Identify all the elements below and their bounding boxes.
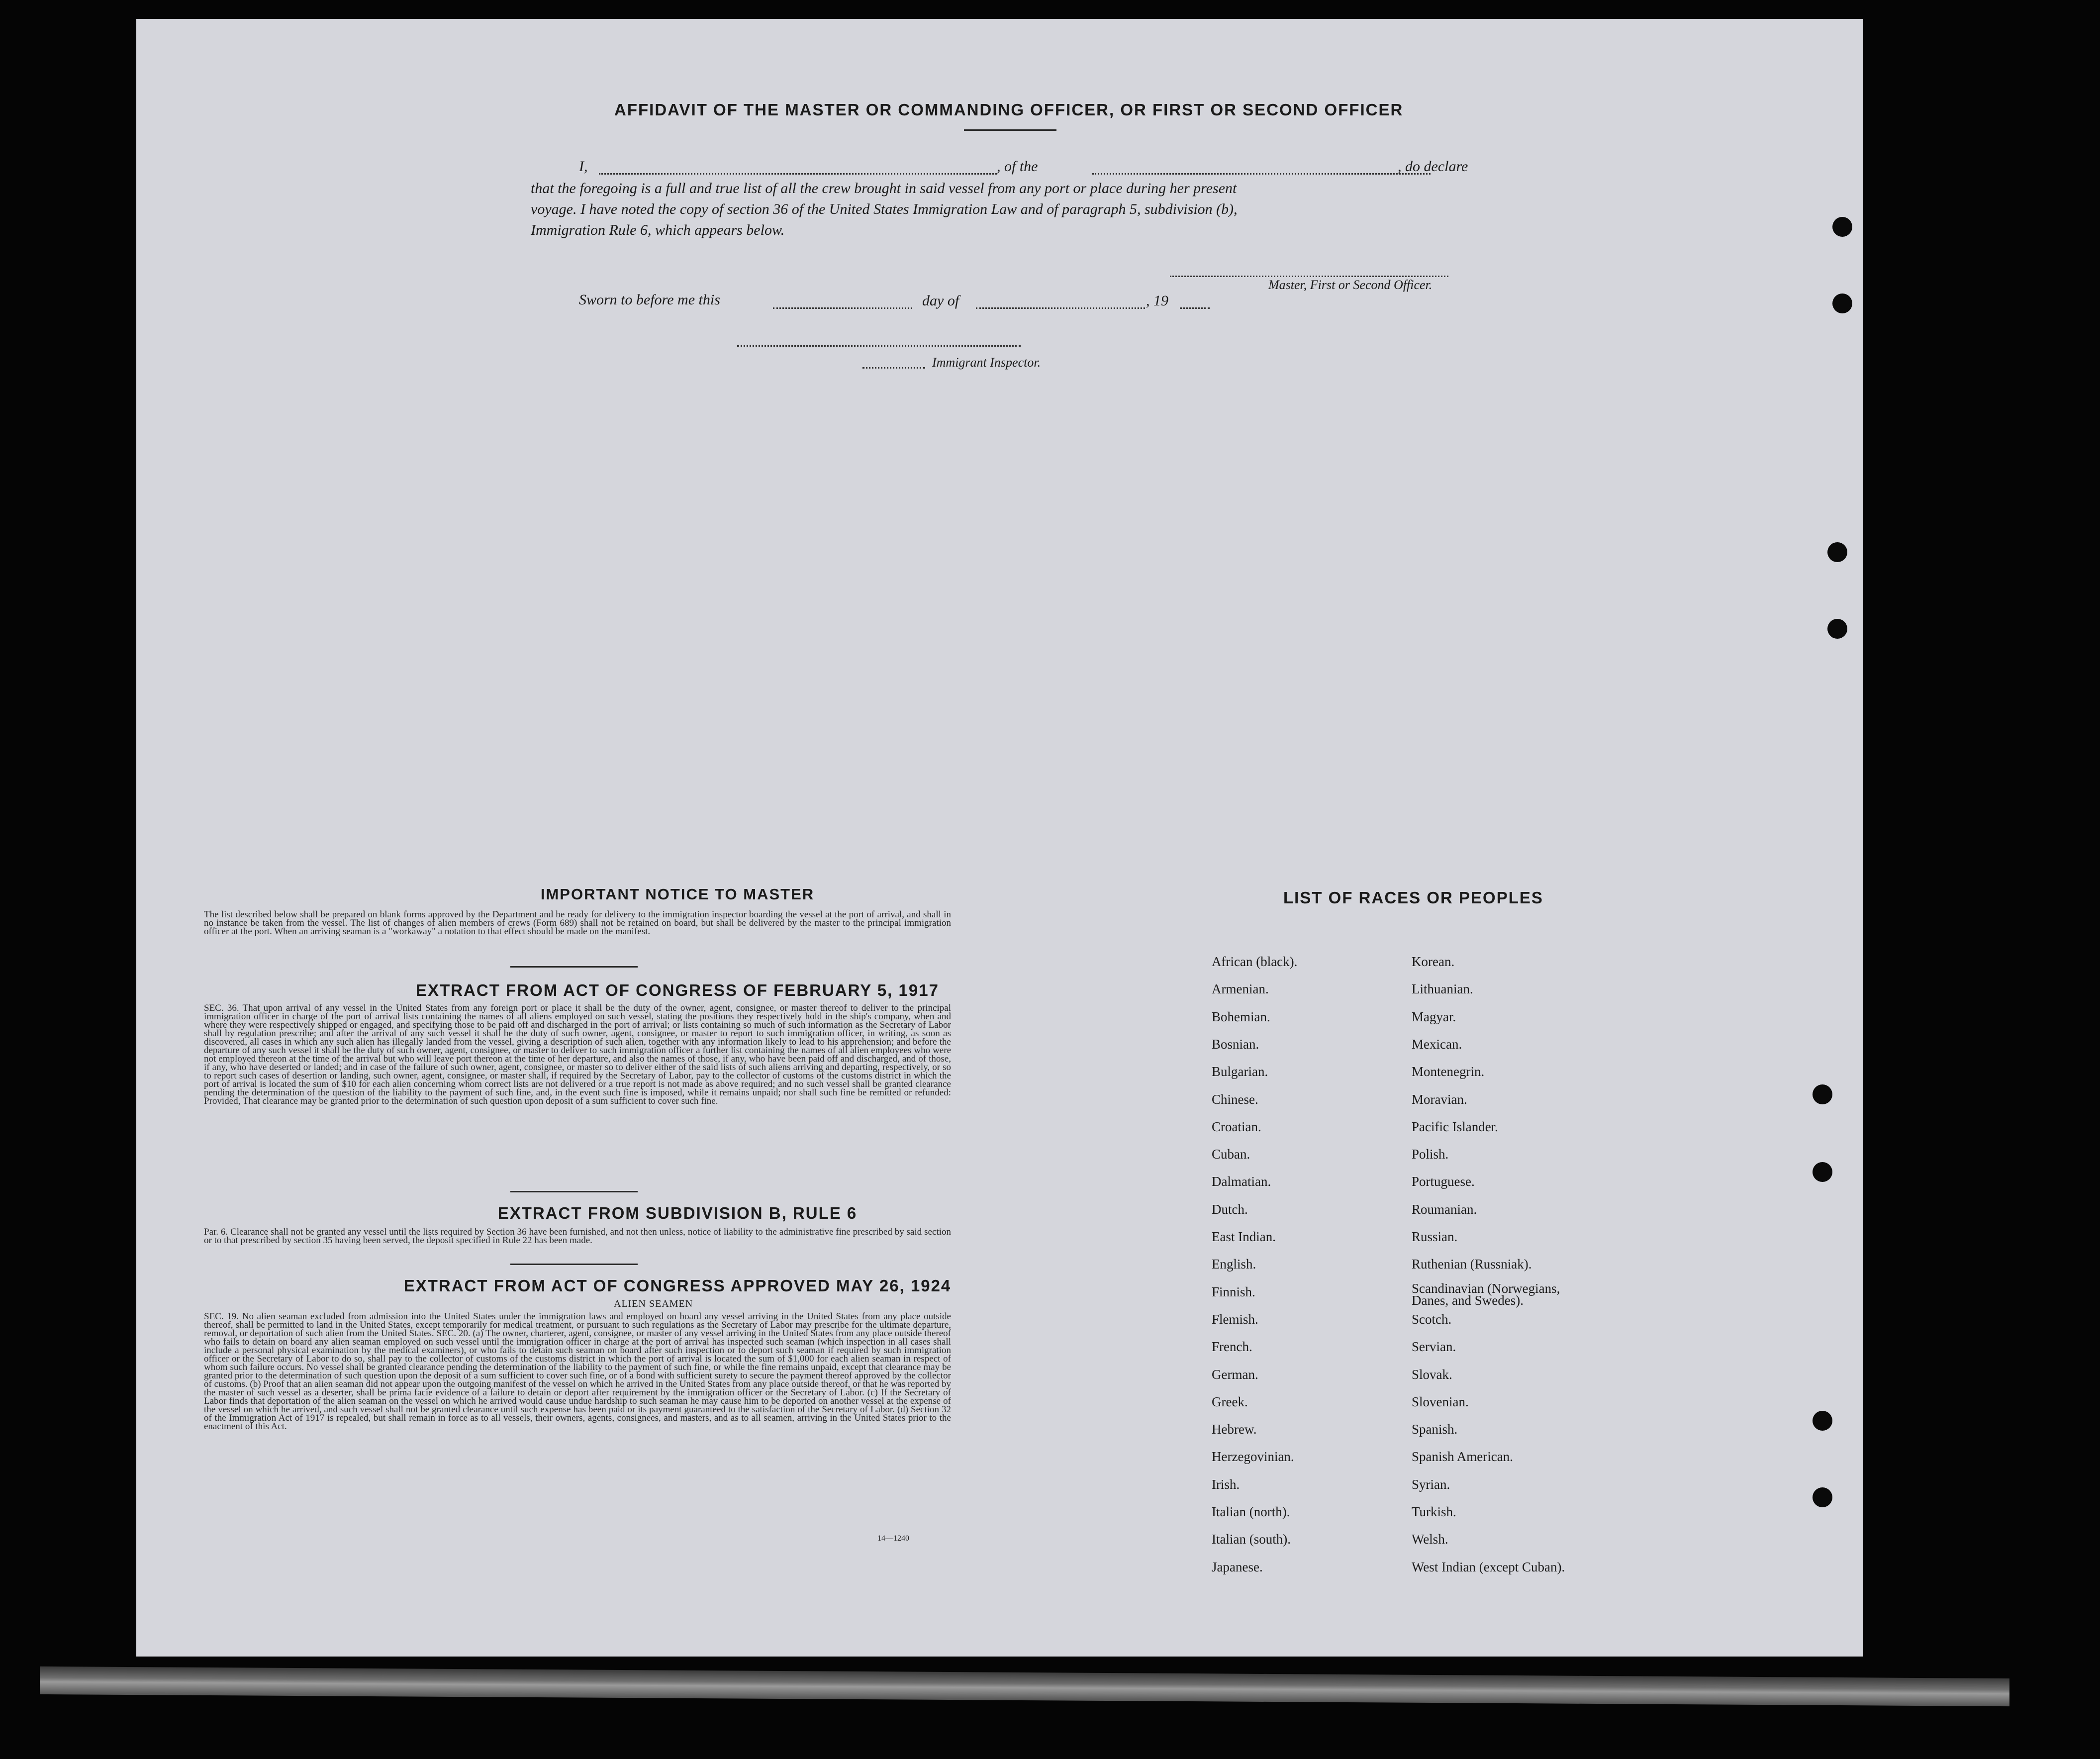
affidavit-line-4: Immigration Rule 6, which appears below. <box>531 222 785 238</box>
affidavit-line-3: voyage. I have noted the copy of section 36 of the United States Immigration Law and of paragraph 5, subdivision (b), <box>531 201 1238 217</box>
master-signature-label: Master, First or Second Officer. <box>1268 278 1432 292</box>
extract-1917-rule <box>510 1191 638 1192</box>
race-item: Cuban. <box>1212 1147 1250 1162</box>
binder-hole <box>1827 542 1847 562</box>
race-item: Servian. <box>1412 1339 1456 1355</box>
race-item: English. <box>1212 1257 1256 1272</box>
race-item: Slovak. <box>1412 1367 1452 1382</box>
race-item: Roumanian. <box>1412 1201 1477 1217</box>
race-item: Scotch. <box>1412 1311 1452 1327</box>
inspector-label: Immigrant Inspector. <box>932 355 1041 370</box>
race-item: Mexican. <box>1412 1036 1462 1052</box>
race-item: Italian (south). <box>1212 1532 1291 1547</box>
race-item: Bosnian. <box>1212 1036 1259 1052</box>
extract-1924-title: EXTRACT FROM ACT OF CONGRESS APPROVED MAY 26, 1924 <box>403 1276 952 1295</box>
binder-hole <box>1832 217 1852 237</box>
race-item: French. <box>1212 1339 1252 1355</box>
race-item: Syrian. <box>1412 1476 1450 1492</box>
affidavit-title: AFFIDAVIT OF THE MASTER OR COMMANDING OFFICER, OR FIRST OR SECOND OFFICER <box>614 100 1404 119</box>
race-item: Italian (north). <box>1212 1504 1290 1519</box>
races-title: LIST OF RACES OR PEOPLES <box>1283 888 1543 907</box>
binder-hole <box>1832 293 1852 313</box>
race-item: Greek. <box>1212 1394 1248 1409</box>
inspector-prefix-blank[interactable] <box>862 367 925 369</box>
rule6-rule <box>510 1264 638 1265</box>
affidavit-title-rule <box>964 129 1056 131</box>
race-item: Ruthenian (Russniak). <box>1412 1257 1532 1272</box>
race-item: German. <box>1212 1367 1258 1382</box>
race-item: Croatian. <box>1212 1119 1261 1134</box>
race-item: Portuguese. <box>1412 1174 1475 1189</box>
year-text: , 19 <box>1146 293 1168 309</box>
race-item: Lithuanian. <box>1412 981 1473 997</box>
extract-1917-text: SEC. 36. That upon arrival of any vessel in the United States from any foreign port or place it shall be the duty of the owner, agent, consignee, or master thereof to deliver to the principal immigration officer in charge of the port of arrival lists containing the names of all aliens employed on such vessel, stating the positions they respectively hold in the ship's company, when and where they were respectively shipped or engaged, and specifying those to be paid off and discharged in the port of arrival; or lists containing so much of such information as the Secretary of Labor shall by regulation prescribe; and after the arrival of any such vessel it shall be the duty of such owner, agent, consignee, or master to report to such immigration officer, in writing, as soon as discovered, all cases in which any such alien has illegally landed from the vessel, giving a description of such alien, together with any information likely to lead to his apprehension; and before the departure of any such vessel it shall be the duty of such owner, agent, consignee, or master to deliver to such immigration officer a further list containing the names of all alien employees who were not employed thereon at the time of the arrival but who will leave port thereon at the time of her departure, and also the names of those, if any, who have been paid off and discharged, and of those, if any, who have deserted or landed; and in case of the failure of such owner, agent, consignee, or master so to deliver either of the said lists of such aliens arriving and departing, respectively, or so to report such cases of desertion or landing, such owner, agent, consignee, or master shall, if required by the Secretary of Labor, pay to the collector of customs of the customs district in which the port of arrival is located the sum of $10 for each alien concerning whom correct lists are not delivered or a true report is not made as above required; and no such vessel shall be granted clearance pending the determination of the question of the liability to the payment of such fine, and, in the event such fine is imposed, while it remains unpaid; nor shall such fine be remitted or refunded: Provided, That clearance may be granted prior to the determination of such question upon deposit of a sum sufficient to cover such fine. <box>204 1003 951 1106</box>
race-item: Bohemian. <box>1212 1009 1270 1024</box>
race-item: Scandinavian (Norwegians, Danes, and Swedes). <box>1412 1280 1560 1308</box>
binder-hole <box>1813 1084 1832 1104</box>
affidavit-of-the: , of the <box>997 158 1038 175</box>
sworn-text: Sworn to before me this <box>579 292 720 308</box>
race-item: Japanese. <box>1212 1559 1263 1574</box>
affidavit-line-2: that the foregoing is a full and true list of all the crew brought in said vessel from any port or place during her present <box>531 180 1237 196</box>
race-item: Dutch. <box>1212 1201 1248 1217</box>
notice-text: The list described below shall be prepared on blank forms approved by the Department and be ready for delivery to the immigration inspector boarding the vessel at the port of arrival, and shall in no instance be taken from the vessel. The list of changes of alien members of crews (Form 689) shall not be retained on board, but shall be delivered by the master to the principal immigration officer at the port. When an arriving seaman is a "workaway" a notation to that effect should be made on the manifest. <box>204 909 951 937</box>
race-item: Slovenian. <box>1412 1394 1469 1409</box>
race-item: Pacific Islander. <box>1412 1119 1498 1134</box>
binder-hole <box>1827 619 1847 639</box>
form-number: 14—1240 <box>877 1534 909 1543</box>
scan-edge-strip <box>40 1666 2009 1706</box>
binder-hole <box>1813 1162 1832 1182</box>
race-item: Moravian. <box>1412 1091 1467 1107</box>
master-signature-blank[interactable] <box>1170 276 1448 277</box>
race-item: Magyar. <box>1412 1009 1456 1024</box>
inspector-signature-blank[interactable] <box>737 345 1021 347</box>
alien-seamen-subtitle: ALIEN SEAMEN <box>614 1298 693 1309</box>
notice-title: IMPORTANT NOTICE TO MASTER <box>540 885 815 903</box>
race-item: Finnish. <box>1212 1284 1255 1299</box>
rule6-title: EXTRACT FROM SUBDIVISION B, RULE 6 <box>497 1204 858 1222</box>
race-item: African (black). <box>1212 954 1298 969</box>
affidavit-do-declare: , do declare <box>1398 158 1468 175</box>
race-item: Chinese. <box>1212 1091 1258 1107</box>
master-name-blank[interactable] <box>599 173 997 175</box>
race-item: Russian. <box>1412 1229 1458 1244</box>
affidavit-i: I, <box>579 158 588 175</box>
rule6-text: Par. 6. Clearance shall not be granted any vessel until the lists required by Section 36 have been furnished, and not then unless, notice of liability to the administrative fine prescribed by said section or to that prescribed by section 35 having been served, the deposit specified in Rule 22 has been made. <box>204 1227 951 1246</box>
race-item: Flemish. <box>1212 1311 1258 1327</box>
race-item: Dalmatian. <box>1212 1174 1271 1189</box>
race-item: Turkish. <box>1412 1504 1456 1519</box>
document-page <box>136 19 1863 1657</box>
day-of-text: day of <box>922 293 959 309</box>
race-item: Spanish American. <box>1412 1449 1513 1465</box>
vessel-name-blank[interactable] <box>1092 173 1431 175</box>
race-item: Irish. <box>1212 1476 1240 1492</box>
race-item: Hebrew. <box>1212 1422 1257 1437</box>
race-item: West Indian (except Cuban). <box>1412 1559 1565 1574</box>
sworn-year-blank[interactable] <box>1180 307 1210 309</box>
extract-1924-text: SEC. 19. No alien seaman excluded from admission into the United States under the immigration laws and employed on board any vessel arriving in the United States from any place outside thereof, shall be permitted to land in the United States, except temporarily for medical treatment, or pursuant to such regulations as the Secretary of Labor may prescribe for the ultimate departure, removal, or deportation of such alien from the United States. SEC. 20. (a) The owner, charterer, agent, consignee, or master of any vessel arriving in the United States from any place outside thereof who fails to detain on board any alien seaman employed on such vessel until the immigration officer in charge at the port of arrival has inspected such seaman (which inspection in all cases shall include a personal physical examination by the medical examiners), or who fails to detain such seaman on board after such inspection or to deport such seaman if required by such immigration officer or the Secretary of Labor to do so, shall pay to the collector of customs of the customs district in which the port of arrival is located the sum of $1,000 for each alien seaman in respect of whom such failure occurs. No vessel shall be granted clearance pending the determination of the liability to the payment of such fine, or while the fine remains unpaid, except that clearance may be granted prior to the determination of such question upon the deposit of a sum sufficient to cover such fine, or of a bond with sufficient surety to secure the payment thereof approved by the collector of customs. (b) Proof that an alien seaman did not appear upon the outgoing manifest of the vessel on which he arrived in the United States from any place outside thereof, or that he was reported by the master of such vessel as a deserter, shall be prima facie evidence of a failure to detain or deport after requirement by the immigration officer or the Secretary of Labor. (c) If the Secretary of Labor finds that deportation of the alien seaman on the vessel on which he arrived would cause undue hardship to such seaman he may cause him to be deported on another vessel at the expense of the vessel on which he arrived, and such vessel shall not be granted clearance until such expense has been paid or its payment guaranteed to the satisfaction of the Secretary of Labor. (d) Section 32 of the Immigration Act of 1917 is repealed, but shall remain in force as to all vessels, their owners, agents, consignees, and masters, and as to all seamen, arriving in the United States prior to the enactment of this Act. <box>204 1311 951 1432</box>
race-item: Montenegrin. <box>1412 1064 1485 1079</box>
race-item: Bulgarian. <box>1212 1064 1268 1079</box>
race-item: Armenian. <box>1212 981 1269 997</box>
sworn-day-blank[interactable] <box>773 307 912 309</box>
binder-hole <box>1813 1411 1832 1431</box>
notice-rule <box>510 966 638 968</box>
race-item: Korean. <box>1412 954 1455 969</box>
race-item: East Indian. <box>1212 1229 1276 1244</box>
race-item: Polish. <box>1412 1147 1449 1162</box>
sworn-month-blank[interactable] <box>976 307 1145 309</box>
binder-hole <box>1813 1487 1832 1507</box>
race-item: Welsh. <box>1412 1532 1448 1547</box>
race-item: Herzegovinian. <box>1212 1449 1294 1465</box>
race-item: Spanish. <box>1412 1422 1458 1437</box>
extract-1917-title: EXTRACT FROM ACT OF CONGRESS OF FEBRUARY 5, 1917 <box>416 981 939 999</box>
